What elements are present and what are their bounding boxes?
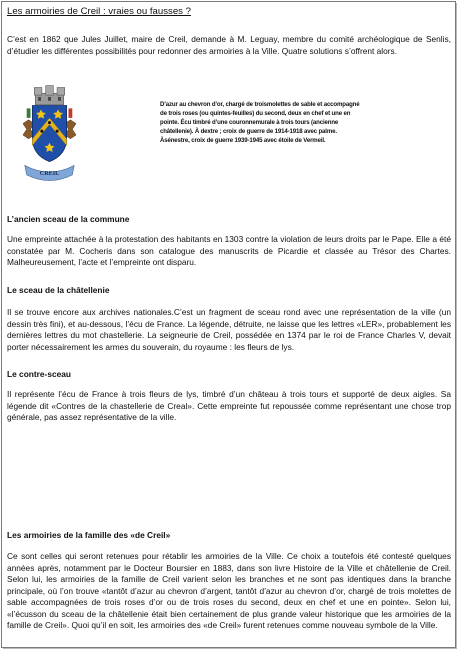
section-heading: Le sceau de la châtellenie xyxy=(7,285,110,295)
coat-of-arms-image xyxy=(21,85,78,185)
intro-paragraph: C’est en 1862 que Jules Juillet, maire de Creil, demande à M. Leguay, membre du comité archéologique de Senlis, d’étudier les différentes possibilités pour redonner des armoiries à la Ville. Quatre solutions s’offrent alors. xyxy=(7,34,451,56)
page-title: Les armoiries de Creil : vraies ou fausses ? xyxy=(7,6,191,17)
banner-text: CREIL xyxy=(39,170,60,177)
mural-crown-icon xyxy=(34,86,64,105)
section-heading: Le contre-sceau xyxy=(7,369,71,379)
section-heading: L’ancien sceau de la commune xyxy=(7,214,130,224)
section-text: Il se trouve encore aux archives nationales.C’est un fragment de sceau rond avec une représentation de la ville (un dessin très fini), et au-dessous, l’écu de France. La légende, détruite, ne laisse que les lettres «LER», probablement les dernières lettres du mot chastellerie. La seigneurie de Creil, possédée en 1374 par le roi de France Charles V, devait porter nécessairement les armes du souverain, du royaume : les fleurs de lys. xyxy=(7,307,451,352)
section-text: Une empreinte attachée à la protestation des habitants en 1303 contre la violation de leurs droits par le Pape. Elle a été constatée par M. Cocheris dans son catalogue des manuscrits de Picardie et classée au Trésor des Chartes. Malheureusement, l’acte et l’empreinte ont disparu. xyxy=(7,234,451,267)
section-text: Ce sont celles qui seront retenues pour rétablir les armoiries de la Ville. Ce choix a toutefois été contesté quelques années après, notamment par le Docteur Boursier en 1883, dans son livre Histoire de la Ville et châtellenie de Creil. Selon lui, les armoiries de la famille de Creil varient selon les branches et ne sont pas identiques dans la branche principale, où l’on trouve «tantôt d’azur au chevron d’argent, tantôt d’azur au chevron d’or, chargé de trois molettes de sable accompagnées de trois roses d’or ou de trois roses du second, deux en chef et une en pointe». Selon lui, «l’écusson du sceau de la châtellenie était bien certainement de plus grande valeur historique que les armoiries de la famille de Creil». Quoi qu’il en soit, les armoiries des «de Creil» furent retenues comme nouveau symbole de la Ville. xyxy=(7,551,451,630)
document-page xyxy=(1,1,456,648)
section-text: Il représente l’écu de France à trois fleurs de lys, timbré d’un château à trois tours et supporté de deux aigles. Sa légende dit «Contres de la chastellerie de Creal». Cette empreinte fut repoussée comme représentant une chose trop générale, pas assez représentative de la ville. xyxy=(7,389,451,422)
section-heading: Les armoiries de la famille des «de Creil» xyxy=(7,530,171,540)
crest-caption: D’azur au chevron d’or, chargé de troismolettes de sable et accompagné de trois roses (ou quintes-feuilles) du second, deux en chef et une en pointe. Écu timbré d’une couronnemurale à trois tours (ancienne châtellenie). À dextre ; croix de guerre de 1914-1918 avec palme. Àsénestre, croix de guerre 1939-1945 avec étoile de Vermeil. xyxy=(160,101,360,145)
